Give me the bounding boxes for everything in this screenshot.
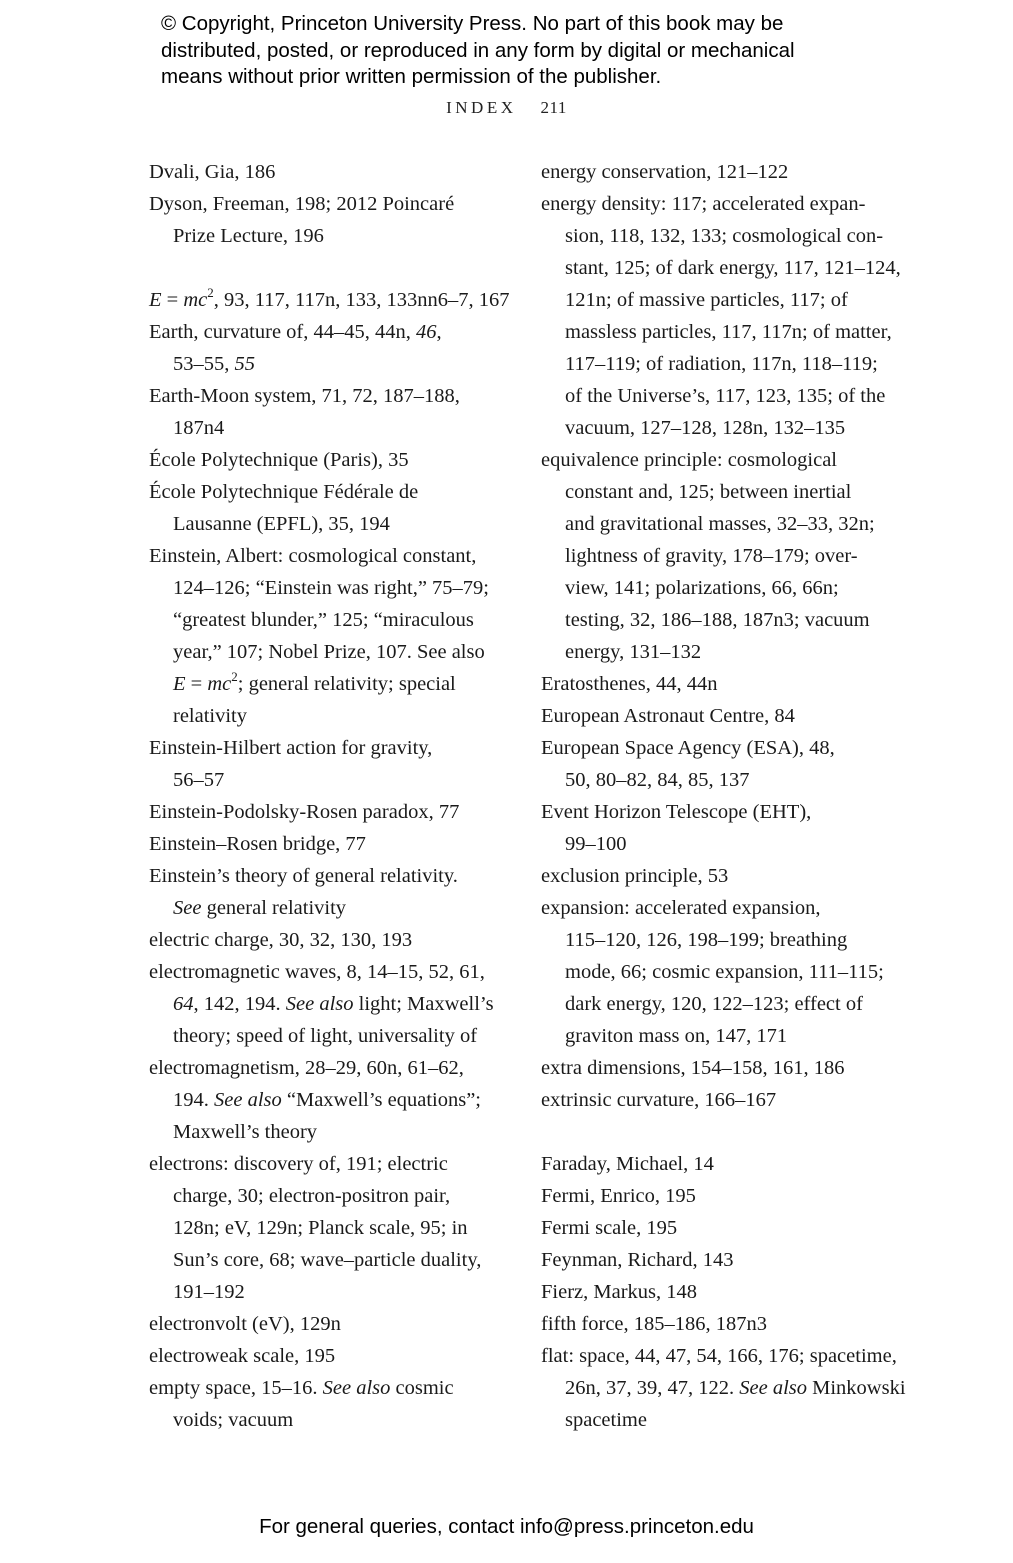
index-text: Fermi scale, 195: [541, 1217, 678, 1239]
index-text: 26n, 37, 39, 47, 122.: [565, 1377, 740, 1399]
index-text: 2: [231, 669, 238, 684]
index-text: Dyson, Freeman, 198; 2012 Poincaré: [149, 193, 455, 215]
index-entry: [149, 156, 509, 188]
index-entry-continuation: [541, 540, 901, 572]
index-entry: [541, 1244, 901, 1276]
index-text: Prize Lecture, 196: [173, 225, 324, 247]
index-text: 194.: [173, 1089, 214, 1111]
index-text: Einstein-Podolsky-Rosen paradox, 77: [149, 801, 460, 823]
index-text: electromagnetic waves, 8, 14–15, 52, 61,: [149, 961, 485, 983]
index-entry: [541, 1084, 901, 1116]
index-text: Eratosthenes, 44, 44n: [541, 673, 718, 695]
index-text: extrinsic curvature, 166–167: [541, 1089, 777, 1111]
index-text: European Astronaut Centre, 84: [541, 705, 795, 727]
index-text: mc: [183, 289, 208, 311]
index-entry-continuation: [149, 1212, 509, 1244]
index-text: E: [173, 673, 186, 695]
footer-contact: For general queries, contact info@press.princeton.edu: [259, 1515, 754, 1538]
index-text: Fierz, Markus, 148: [541, 1281, 698, 1303]
index-text: 46: [416, 321, 437, 343]
index-text: 64: [173, 993, 194, 1015]
index-entry: [149, 188, 509, 220]
index-text: Einstein’s theory of general relativity.: [149, 865, 458, 887]
index-entry: [541, 156, 901, 188]
index-entry-continuation: [149, 668, 509, 700]
index-text: light; Maxwell’s: [353, 993, 494, 1015]
index-entry: [149, 796, 509, 828]
index-text: vacuum, 127–128, 128n, 132–135: [565, 417, 846, 439]
index-entry-continuation: [541, 348, 901, 380]
index-text: Fermi, Enrico, 195: [541, 1185, 696, 1207]
running-head: [0, 98, 1013, 118]
index-entry-continuation: [149, 1244, 509, 1276]
index-entry-continuation: [541, 476, 901, 508]
index-entry: [149, 476, 509, 508]
index-entry-continuation: [149, 700, 509, 732]
index-text: expansion: accelerated expansion,: [541, 897, 821, 919]
index-entry-continuation: [541, 316, 901, 348]
index-text: See also: [285, 993, 354, 1015]
index-text: Earth, curvature of, 44–45, 44n,: [149, 321, 416, 343]
index-entry-continuation: [149, 1116, 509, 1148]
index-text: cosmic: [390, 1377, 454, 1399]
index-text: mc: [207, 673, 232, 695]
index-text: 99–100: [565, 833, 627, 855]
index-spacer: [541, 1116, 901, 1148]
index-text: “Maxwell’s equations”;: [281, 1089, 482, 1111]
index-text: exclusion principle, 53: [541, 865, 729, 887]
index-text: 50, 80–82, 84, 85, 137: [565, 769, 750, 791]
index-text: extra dimensions, 154–158, 161, 186: [541, 1057, 845, 1079]
index-text: See also: [214, 1089, 282, 1111]
index-entry: [541, 1276, 901, 1308]
index-entry: [149, 380, 509, 412]
index-text: general relativity: [201, 897, 347, 919]
index-text: E: [149, 289, 162, 311]
index-entry-continuation: [541, 1020, 901, 1052]
index-entry-continuation: [149, 348, 509, 380]
index-text: Lausanne (EPFL), 35, 194: [173, 513, 390, 535]
index-text: stant, 125; of dark energy, 117, 121–124,: [565, 257, 901, 279]
index-text: electroweak scale, 195: [149, 1345, 336, 1367]
index-entry: [149, 732, 509, 764]
index-column-left: [149, 156, 509, 1436]
index-text: theory; speed of light, universality of: [173, 1025, 478, 1047]
index-entry: [541, 1148, 901, 1180]
index-text: Sun’s core, 68; wave–particle duality,: [173, 1249, 482, 1271]
index-text: ; general relativity; special: [237, 673, 456, 695]
index-text: electromagnetism, 28–29, 60n, 61–62,: [149, 1057, 464, 1079]
index-entry: [149, 316, 509, 348]
index-text: electrons: discovery of, 191; electric: [149, 1153, 448, 1175]
index-entry: [149, 444, 509, 476]
index-text: ,: [436, 321, 442, 343]
index-text: dark energy, 120, 122–123; effect of: [565, 993, 863, 1015]
index-text: massless particles, 117, 117n; of matter,: [565, 321, 892, 343]
index-entry-continuation: [541, 380, 901, 412]
copyright-line: distributed, posted, or reproduced in any form by digital or mechanical: [161, 38, 795, 62]
index-entry-continuation: [541, 636, 901, 668]
page-number: 211: [540, 98, 567, 117]
index-entry: [149, 1372, 509, 1404]
index-entry-continuation: [149, 764, 509, 796]
index-entry: [149, 924, 509, 956]
index-entry-continuation: [149, 988, 509, 1020]
index-text: See also: [739, 1377, 807, 1399]
index-entry-continuation: [541, 956, 901, 988]
index-entry-continuation: [541, 1404, 901, 1436]
index-entry-continuation: [149, 1020, 509, 1052]
index-entry: [149, 1308, 509, 1340]
index-entry-continuation: [541, 412, 901, 444]
index-text: Earth-Moon system, 71, 72, 187–188,: [149, 385, 460, 407]
index-entry-continuation: [149, 1276, 509, 1308]
index-entry: [541, 444, 901, 476]
index-text: sion, 118, 132, 133; cosmological con-: [565, 225, 884, 247]
index-entry: [541, 892, 901, 924]
index-text: , 142, 194.: [193, 993, 286, 1015]
index-entry-continuation: [541, 924, 901, 956]
index-text: energy, 131–132: [565, 641, 702, 663]
index-text: energy conservation, 121–122: [541, 161, 789, 183]
index-entry: [541, 796, 901, 828]
index-entry: [149, 956, 509, 988]
index-text: Minkowski: [807, 1377, 906, 1399]
index-entry: [541, 860, 901, 892]
index-entry-continuation: [149, 636, 509, 668]
index-text: 124–126; “Einstein was right,” 75–79;: [173, 577, 489, 599]
index-entry-continuation: [541, 604, 901, 636]
index-text: 55: [234, 353, 255, 375]
index-text: , 93, 117, 117n, 133, 133nn6–7, 167: [213, 289, 510, 311]
index-entry: [541, 700, 901, 732]
index-text: École Polytechnique (Paris), 35: [149, 449, 409, 471]
index-text: fifth force, 185–186, 187n3: [541, 1313, 768, 1335]
index-text: Event Horizon Telescope (EHT),: [541, 801, 812, 823]
index-text: 115–120, 126, 198–199; breathing: [565, 929, 848, 951]
index-entry-continuation: [541, 1372, 906, 1404]
index-text: =: [161, 289, 184, 311]
index-entry: [149, 1148, 509, 1180]
index-entry: [149, 1340, 509, 1372]
copyright-line: means without prior written permission of the publisher.: [161, 65, 662, 88]
index-text: Einstein-Hilbert action for gravity,: [149, 737, 433, 759]
copyright-notice: [161, 11, 881, 91]
index-text: “greatest blunder,” 125; “miraculous: [173, 609, 474, 631]
index-entry-continuation: [149, 412, 509, 444]
index-text: 53–55,: [173, 353, 235, 375]
index-text: electronvolt (eV), 129n: [149, 1313, 341, 1335]
index-entry: [541, 1308, 901, 1340]
index-text: 121n; of massive particles, 117; of: [565, 289, 848, 311]
index-text: =: [185, 673, 208, 695]
index-entry: [541, 1180, 901, 1212]
index-entry: [149, 860, 509, 892]
index-entry-continuation: [541, 284, 901, 316]
index-entry-continuation: [541, 252, 901, 284]
index-text: constant and, 125; between inertial: [565, 481, 852, 503]
index-text: 56–57: [173, 769, 225, 791]
index-entry-continuation: [541, 988, 901, 1020]
index-text: spacetime: [565, 1409, 647, 1431]
index-entry-continuation: [149, 220, 509, 252]
index-entry-continuation: [149, 1404, 509, 1436]
index-entry-continuation: [541, 828, 901, 860]
index-entry-continuation: [149, 572, 509, 604]
index-text: lightness of gravity, 178–179; over-: [565, 545, 858, 567]
index-text: relativity: [173, 705, 248, 727]
index-entry: [541, 1212, 901, 1244]
index-entry: [541, 668, 901, 700]
index-text: 2: [207, 285, 214, 300]
index-column-right: [541, 156, 906, 1436]
index-text: year,” 107; Nobel Prize, 107. See also: [173, 641, 485, 663]
index-text: mode, 66; cosmic expansion, 111–115;: [565, 961, 884, 983]
index-text: European Space Agency (ESA), 48,: [541, 737, 835, 759]
index-entry: [149, 828, 509, 860]
index-text: electric charge, 30, 32, 130, 193: [149, 929, 413, 951]
index-text: 191–192: [173, 1281, 245, 1303]
index-entry-continuation: [149, 508, 509, 540]
index-text: École Polytechnique Fédérale de: [149, 481, 419, 503]
index-entry: [541, 732, 901, 764]
index-entry: [149, 540, 509, 572]
index-entry-continuation: [541, 220, 901, 252]
index-text: voids; vacuum: [173, 1409, 294, 1431]
index-text: flat: space, 44, 47, 54, 166, 176; spacetime,: [541, 1345, 897, 1367]
index-text: Feynman, Richard, 143: [541, 1249, 734, 1271]
index-entry-continuation: [541, 764, 901, 796]
index-text: 117–119; of radiation, 117n, 118–119;: [565, 353, 878, 375]
index-entry: [541, 1340, 901, 1372]
index-spacer: [149, 252, 509, 284]
index-entry-continuation: [149, 604, 509, 636]
index-text: of the Universe’s, 117, 123, 135; of the: [565, 385, 886, 407]
index-text: graviton mass on, 147, 171: [565, 1025, 788, 1047]
index-text: 187n4: [173, 417, 225, 439]
running-head-section: INDEX: [446, 98, 517, 117]
index-text: Einstein, Albert: cosmological constant,: [149, 545, 477, 567]
index-entry-continuation: [149, 892, 509, 924]
index-text: Einstein–Rosen bridge, 77: [149, 833, 366, 855]
index-text: empty space, 15–16.: [149, 1377, 323, 1399]
index-text: charge, 30; electron-positron pair,: [173, 1185, 451, 1207]
index-text: and gravitational masses, 32–33, 32n;: [565, 513, 875, 535]
index-entry: [541, 1052, 901, 1084]
index-text: See also: [322, 1377, 391, 1399]
index-text: energy density: 117; accelerated expan-: [541, 193, 866, 215]
copyright-line: © Copyright, Princeton University Press. No part of this book may be: [161, 12, 784, 35]
index-entry: [149, 284, 509, 316]
index-text: testing, 32, 186–188, 187n3; vacuum: [565, 609, 870, 631]
index-entry-continuation: [149, 1180, 509, 1212]
index-text: Dvali, Gia, 186: [149, 161, 276, 183]
index-entry: [149, 1052, 509, 1084]
index-entry-continuation: [149, 1084, 509, 1116]
index-text: See: [173, 897, 202, 919]
index-text: Maxwell’s theory: [173, 1121, 318, 1143]
index-text: Faraday, Michael, 14: [541, 1153, 714, 1175]
index-entry: [541, 188, 901, 220]
index-text: 128n; eV, 129n; Planck scale, 95; in: [173, 1217, 468, 1239]
index-entry-continuation: [541, 508, 901, 540]
index-entry-continuation: [541, 572, 901, 604]
index-text: equivalence principle: cosmological: [541, 449, 837, 471]
index-text: view, 141; polarizations, 66, 66n;: [565, 577, 839, 599]
